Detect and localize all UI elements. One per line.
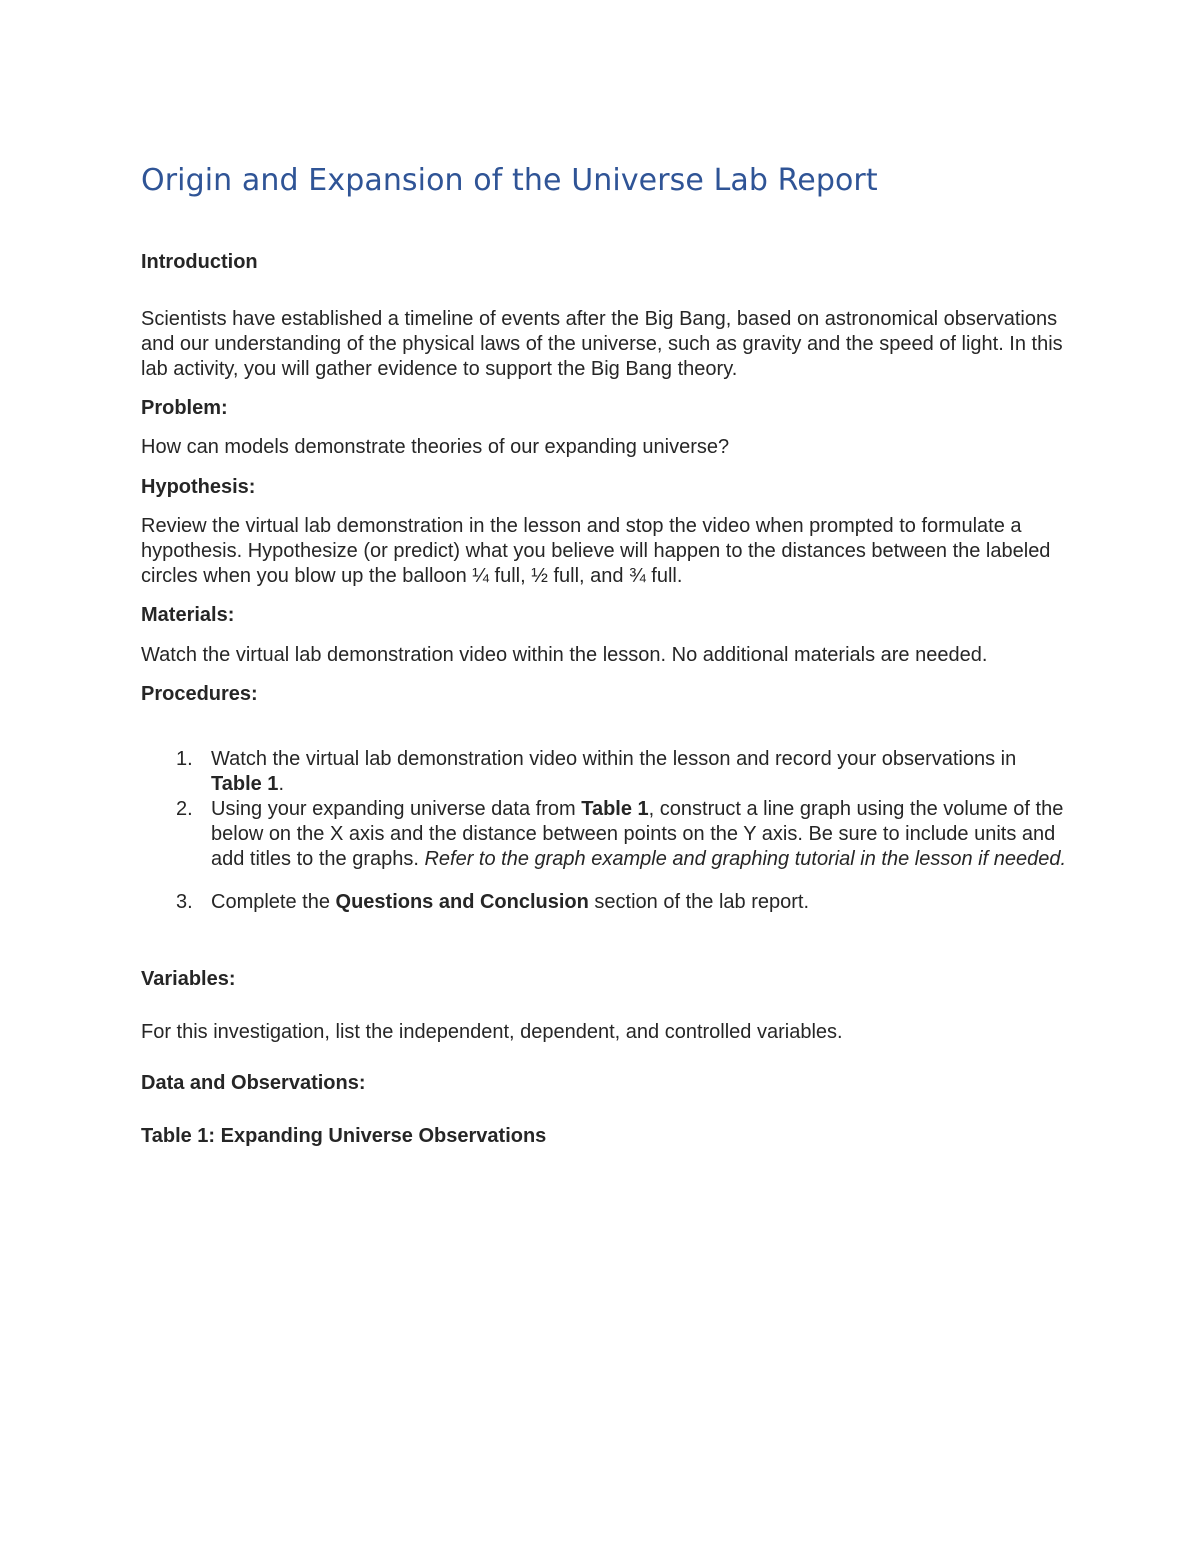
step-text-end: . [278, 773, 284, 795]
procedure-step [141, 797, 1071, 872]
hypothesis-text: Review the virtual lab demonstration in the lesson and stop the video when prompted to formulate a hypothesis. Hypothesize (or predict) what you believe will happen to the distances between the labeled circles when you blow up the balloon ¼ full, ½ full, and ¾ full. [141, 515, 1051, 587]
procedures-heading: Procedures: [141, 683, 258, 705]
step-text: Complete the [211, 891, 336, 913]
step-bold-text: Table 1 [211, 773, 279, 795]
variables-text: For this investigation, list the independent, dependent, and controlled variables. [141, 1021, 843, 1043]
introduction-text: Scientists have established a timeline of events after the Big Bang, based on astronomical observations and our understanding of the physical laws of the universe, such as gravity and the speed of light. In this lab activity, you will gather evidence to support the Big Bang theory. [141, 308, 1063, 380]
step-number: 3. [176, 891, 193, 913]
step-text-end: section of the lab report. [588, 891, 810, 913]
procedure-step [141, 747, 1071, 797]
step-text-end: , construct a line graph using the volume of the below on the X axis and the distance between points on the Y axis. Be sure to include units and add titles to the graphs. [211, 798, 1064, 870]
procedure-step [141, 890, 1071, 915]
step-text: Watch the virtual lab demonstration video within the lesson and record your observations in [211, 748, 1017, 770]
step-italic-text: Refer to the graph example and graphing tutorial in the lesson if needed. [424, 848, 1067, 870]
materials-heading: Materials: [141, 604, 235, 626]
step-number: 1. [176, 748, 193, 770]
hypothesis-heading: Hypothesis: [141, 476, 256, 498]
document-title: Origin and Expansion of the Universe Lab Report [141, 163, 878, 198]
procedures-list [141, 747, 1071, 915]
variables-heading: Variables: [141, 968, 236, 990]
problem-text: How can models demonstrate theories of our expanding universe? [141, 436, 730, 458]
table-title: Table 1: Expanding Universe Observations [141, 1125, 547, 1147]
introduction-heading: Introduction [141, 251, 258, 273]
step-number: 2. [176, 798, 193, 820]
data-observations-heading: Data and Observations: [141, 1072, 366, 1094]
step-bold-text: Questions and Conclusion [335, 891, 589, 913]
step-bold-text: Table 1 [581, 798, 649, 820]
materials-text: Watch the virtual lab demonstration video within the lesson. No additional materials are needed. [141, 644, 988, 666]
problem-heading: Problem: [141, 397, 228, 419]
step-text: Using your expanding universe data from [211, 798, 582, 820]
